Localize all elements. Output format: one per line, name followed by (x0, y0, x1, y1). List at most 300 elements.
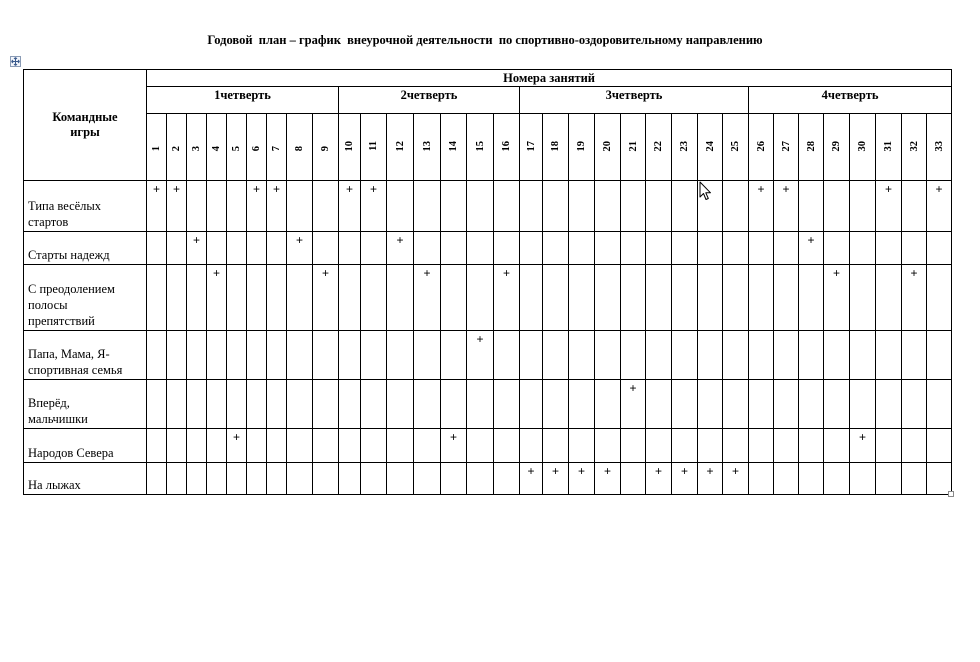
plan-cell (361, 232, 387, 265)
plan-cell (927, 380, 952, 429)
table-move-handle-icon[interactable] (10, 56, 21, 67)
plan-cell (520, 265, 543, 331)
plan-cell (723, 265, 749, 331)
lesson-number-cell (520, 114, 543, 181)
plan-cell (494, 181, 520, 232)
plan-cell (207, 429, 227, 463)
plan-mark: + (187, 232, 207, 265)
plan-cell (824, 429, 850, 463)
plan-cell (595, 265, 621, 331)
plan-cell (749, 429, 774, 463)
lesson-number-cell (287, 114, 313, 181)
plan-cell (494, 232, 520, 265)
lesson-number: 30 (857, 140, 868, 151)
plan-mark: + (494, 265, 520, 331)
plan-cell (339, 380, 361, 429)
plan-cell (207, 181, 227, 232)
plan-mark: + (672, 463, 698, 495)
plan-cell (494, 429, 520, 463)
plan-cell (621, 429, 646, 463)
plan-mark: + (247, 181, 267, 232)
plan-cell (167, 380, 187, 429)
lesson-number-cell (227, 114, 247, 181)
plan-cell (672, 331, 698, 380)
lesson-number: 4 (211, 145, 222, 151)
lesson-number: 21 (627, 140, 639, 151)
plan-cell (824, 463, 850, 495)
plan-mark: + (361, 181, 387, 232)
plan-cell (850, 463, 876, 495)
plan-cell (147, 380, 167, 429)
plan-mark: + (749, 181, 774, 232)
plan-cell (187, 265, 207, 331)
plan-cell (520, 232, 543, 265)
quarter-header-1: 1четверть (147, 87, 339, 114)
plan-mark: + (441, 429, 467, 463)
lesson-number: 32 (908, 140, 920, 151)
plan-cell (927, 463, 952, 495)
lesson-number-cell (723, 114, 749, 181)
lesson-number-cell (672, 114, 698, 181)
plan-cell (267, 429, 287, 463)
plan-mark: + (850, 429, 876, 463)
lesson-number-cell (494, 114, 520, 181)
plan-cell (543, 380, 569, 429)
lesson-number: 2 (171, 145, 182, 151)
plan-cell (621, 265, 646, 331)
lesson-number-cell (774, 114, 799, 181)
plan-cell (414, 181, 441, 232)
lesson-number-cell (414, 114, 441, 181)
plan-cell (361, 463, 387, 495)
plan-cell (467, 265, 494, 331)
plan-cell (207, 331, 227, 380)
plan-cell (723, 181, 749, 232)
lesson-number-cell (698, 114, 723, 181)
plan-cell (361, 429, 387, 463)
plan-cell (247, 331, 267, 380)
plan-cell (339, 331, 361, 380)
plan-cell (267, 463, 287, 495)
plan-cell (467, 380, 494, 429)
plan-mark: + (414, 265, 441, 331)
plan-cell (824, 380, 850, 429)
plan-mark: + (313, 265, 339, 331)
plan-cell (267, 380, 287, 429)
plan-cell (824, 232, 850, 265)
lesson-number: 28 (805, 140, 817, 151)
plan-cell (267, 232, 287, 265)
lesson-number-cell (361, 114, 387, 181)
plan-cell (543, 331, 569, 380)
plan-cell (313, 181, 339, 232)
plan-cell (824, 331, 850, 380)
plan-cell (902, 331, 927, 380)
plan-cell (774, 232, 799, 265)
lesson-number: 5 (231, 145, 242, 151)
games-header: Командные игры (24, 70, 147, 181)
plan-cell (569, 429, 595, 463)
plan-mark: + (723, 463, 749, 495)
plan-cell (774, 429, 799, 463)
plan-cell (774, 380, 799, 429)
lesson-number: 14 (448, 140, 459, 151)
plan-cell (247, 429, 267, 463)
lesson-number-cell (569, 114, 595, 181)
plan-cell (339, 232, 361, 265)
plan-mark: + (621, 380, 646, 429)
plan-cell (723, 429, 749, 463)
plan-cell (672, 181, 698, 232)
plan-cell (799, 181, 824, 232)
plan-cell (287, 181, 313, 232)
plan-cell (494, 331, 520, 380)
plan-cell (227, 380, 247, 429)
plan-mark: + (595, 463, 621, 495)
plan-cell (698, 429, 723, 463)
lesson-number: 15 (474, 140, 486, 151)
plan-cell (850, 331, 876, 380)
plan-cell (927, 429, 952, 463)
plan-mark: + (569, 463, 595, 495)
game-name: С преодолением полосы препятствий (24, 265, 147, 331)
plan-cell (187, 181, 207, 232)
lesson-number: 20 (602, 140, 613, 151)
plan-mark: + (227, 429, 247, 463)
plan-cell (387, 463, 414, 495)
lesson-number-cell (749, 114, 774, 181)
game-name: На лыжах (24, 463, 147, 495)
plan-cell (646, 331, 672, 380)
quarter-header-4: 4четверть (749, 87, 952, 114)
game-row (24, 331, 952, 380)
plan-cell (167, 232, 187, 265)
lesson-number-cell (247, 114, 267, 181)
plan-mark: + (646, 463, 672, 495)
plan-cell (313, 429, 339, 463)
plan-cell (467, 181, 494, 232)
plan-cell (147, 265, 167, 331)
game-name: Папа, Мама, Я- спортивная семья (24, 331, 147, 380)
plan-cell (441, 380, 467, 429)
plan-cell (287, 429, 313, 463)
lesson-number: 11 (368, 141, 379, 151)
plan-cell (927, 331, 952, 380)
plan-cell (520, 331, 543, 380)
plan-cell (621, 181, 646, 232)
document-title: Годовой план – график внеурочной деятельности по спортивно-оздоровительному направлению (207, 33, 763, 47)
plan-cell (698, 232, 723, 265)
table-resize-handle[interactable] (948, 491, 954, 497)
lesson-number: 10 (344, 140, 355, 151)
plan-cell (207, 380, 227, 429)
plan-cell (441, 331, 467, 380)
game-row (24, 463, 952, 495)
plan-cell (902, 463, 927, 495)
plan-cell (361, 265, 387, 331)
plan-cell (467, 463, 494, 495)
plan-mark: + (876, 181, 902, 232)
plan-cell (207, 463, 227, 495)
plan-cell (646, 181, 672, 232)
plan-mark: + (387, 232, 414, 265)
plan-cell (414, 463, 441, 495)
lesson-number: 1 (151, 145, 162, 151)
plan-cell (621, 331, 646, 380)
plan-mark: + (267, 181, 287, 232)
lesson-number-cell (824, 114, 850, 181)
plan-mark: + (824, 265, 850, 331)
plan-mark: + (799, 232, 824, 265)
plan-cell (595, 181, 621, 232)
plan-mark: + (927, 181, 952, 232)
plan-cell (387, 181, 414, 232)
plan-mark: + (902, 265, 927, 331)
plan-cell (799, 463, 824, 495)
plan-cell (672, 429, 698, 463)
game-name: Вперёд, мальчишки (24, 380, 147, 429)
lesson-number: 3 (191, 145, 202, 151)
plan-cell (672, 265, 698, 331)
plan-cell (543, 232, 569, 265)
plan-cell (774, 463, 799, 495)
plan-mark: + (520, 463, 543, 495)
mouse-pointer-icon (699, 181, 712, 201)
plan-cell (749, 463, 774, 495)
plan-cell (520, 429, 543, 463)
plan-cell (494, 380, 520, 429)
lesson-number-cell (387, 114, 414, 181)
plan-cell (876, 265, 902, 331)
plan-cell (774, 265, 799, 331)
plan-cell (414, 380, 441, 429)
plan-mark: + (339, 181, 361, 232)
lesson-number-cell (467, 114, 494, 181)
plan-cell (595, 380, 621, 429)
lesson-number: 17 (525, 140, 537, 151)
plan-cell (749, 380, 774, 429)
plan-cell (187, 380, 207, 429)
plan-cell (799, 429, 824, 463)
plan-cell (247, 265, 267, 331)
plan-cell (876, 331, 902, 380)
game-row (24, 429, 952, 463)
plan-cell (287, 463, 313, 495)
plan-cell (902, 232, 927, 265)
lesson-number-cell (876, 114, 902, 181)
plan-cell (698, 380, 723, 429)
plan-cell (247, 232, 267, 265)
plan-cell (187, 331, 207, 380)
plan-cell (313, 331, 339, 380)
plan-cell (876, 232, 902, 265)
plan-cell (361, 380, 387, 429)
plan-cell (167, 463, 187, 495)
lesson-number: 31 (883, 140, 894, 151)
lesson-number-cell (441, 114, 467, 181)
plan-cell (569, 265, 595, 331)
lesson-number-cell (147, 114, 167, 181)
plan-cell (569, 232, 595, 265)
plan-cell (187, 429, 207, 463)
lesson-number: 24 (704, 140, 716, 151)
lesson-number-cell (187, 114, 207, 181)
lesson-number: 8 (294, 145, 305, 151)
lessons-header: Номера занятий (147, 70, 952, 87)
lesson-number: 9 (320, 145, 331, 151)
plan-cell (698, 265, 723, 331)
plan-cell (569, 380, 595, 429)
plan-cell (267, 331, 287, 380)
header-row-numbers (24, 114, 952, 181)
plan-cell (621, 463, 646, 495)
lesson-number: 13 (421, 140, 433, 151)
plan-cell (799, 331, 824, 380)
plan-cell (387, 429, 414, 463)
plan-cell (441, 232, 467, 265)
plan-cell (824, 181, 850, 232)
plan-cell (749, 232, 774, 265)
plan-mark: + (467, 331, 494, 380)
plan-cell (850, 265, 876, 331)
game-row (24, 265, 952, 331)
plan-cell (902, 181, 927, 232)
plan-cell (595, 331, 621, 380)
plan-cell (313, 463, 339, 495)
plan-mark: + (167, 181, 187, 232)
lesson-number-cell (267, 114, 287, 181)
plan-table (23, 69, 952, 495)
plan-cell (543, 181, 569, 232)
game-name: Типа весёлых стартов (24, 181, 147, 232)
plan-cell (267, 265, 287, 331)
lesson-number: 6 (251, 145, 262, 151)
plan-mark: + (147, 181, 167, 232)
lesson-number: 12 (394, 140, 406, 151)
lesson-number: 19 (576, 140, 587, 151)
plan-cell (441, 463, 467, 495)
plan-cell (927, 232, 952, 265)
plan-cell (414, 232, 441, 265)
plan-cell (774, 331, 799, 380)
lesson-number-cell (313, 114, 339, 181)
lesson-number-cell (339, 114, 361, 181)
plan-cell (569, 181, 595, 232)
plan-cell (749, 331, 774, 380)
plan-cell (902, 380, 927, 429)
plan-cell (147, 429, 167, 463)
plan-cell (850, 232, 876, 265)
plan-cell (227, 181, 247, 232)
plan-cell (595, 429, 621, 463)
lesson-number: 26 (755, 140, 767, 151)
plan-cell (494, 463, 520, 495)
plan-cell (646, 380, 672, 429)
game-row (24, 181, 952, 232)
plan-cell (850, 181, 876, 232)
plan-mark: + (698, 463, 723, 495)
game-row (24, 380, 952, 429)
plan-cell (339, 463, 361, 495)
plan-cell (698, 331, 723, 380)
plan-cell (850, 380, 876, 429)
plan-cell (287, 265, 313, 331)
plan-cell (441, 181, 467, 232)
lesson-number-cell (902, 114, 927, 181)
plan-cell (207, 232, 227, 265)
plan-cell (339, 429, 361, 463)
plan-cell (621, 232, 646, 265)
plan-cell (569, 331, 595, 380)
plan-cell (441, 265, 467, 331)
plan-cell (520, 380, 543, 429)
lesson-number-cell (167, 114, 187, 181)
plan-cell (646, 265, 672, 331)
lesson-number-cell (621, 114, 646, 181)
plan-cell (876, 380, 902, 429)
plan-cell (414, 331, 441, 380)
lesson-number-cell (850, 114, 876, 181)
plan-cell (147, 232, 167, 265)
plan-cell (543, 265, 569, 331)
plan-cell (339, 265, 361, 331)
plan-cell (414, 429, 441, 463)
lesson-number-cell (595, 114, 621, 181)
plan-cell (646, 232, 672, 265)
plan-cell (167, 429, 187, 463)
game-row (24, 232, 952, 265)
plan-cell (287, 331, 313, 380)
lesson-number: 23 (679, 140, 690, 151)
plan-cell (227, 265, 247, 331)
plan-mark: + (287, 232, 313, 265)
header-row-quarters (24, 87, 952, 114)
plan-cell (749, 265, 774, 331)
header-row-lessons (24, 70, 952, 87)
lesson-number: 7 (271, 145, 282, 151)
plan-cell (387, 380, 414, 429)
plan-cell (799, 380, 824, 429)
plan-cell (876, 463, 902, 495)
quarter-header-3: 3четверть (520, 87, 749, 114)
plan-cell (927, 265, 952, 331)
plan-cell (247, 463, 267, 495)
plan-cell (167, 265, 187, 331)
plan-cell (313, 232, 339, 265)
lesson-number: 22 (653, 140, 664, 151)
plan-cell (543, 429, 569, 463)
game-name: Народов Севера (24, 429, 147, 463)
lesson-number: 18 (550, 140, 561, 151)
plan-cell (723, 232, 749, 265)
plan-cell (227, 463, 247, 495)
plan-cell (672, 380, 698, 429)
lesson-number: 25 (730, 140, 741, 151)
plan-cell (595, 232, 621, 265)
plan-cell (467, 232, 494, 265)
plan-cell (902, 429, 927, 463)
plan-cell (287, 380, 313, 429)
plan-cell (361, 331, 387, 380)
quarter-header-2: 2четверть (339, 87, 520, 114)
plan-cell (520, 181, 543, 232)
plan-cell (876, 429, 902, 463)
plan-cell (799, 265, 824, 331)
lesson-number-cell (927, 114, 952, 181)
lesson-number-cell (799, 114, 824, 181)
lesson-number: 16 (501, 140, 512, 151)
plan-cell (646, 429, 672, 463)
